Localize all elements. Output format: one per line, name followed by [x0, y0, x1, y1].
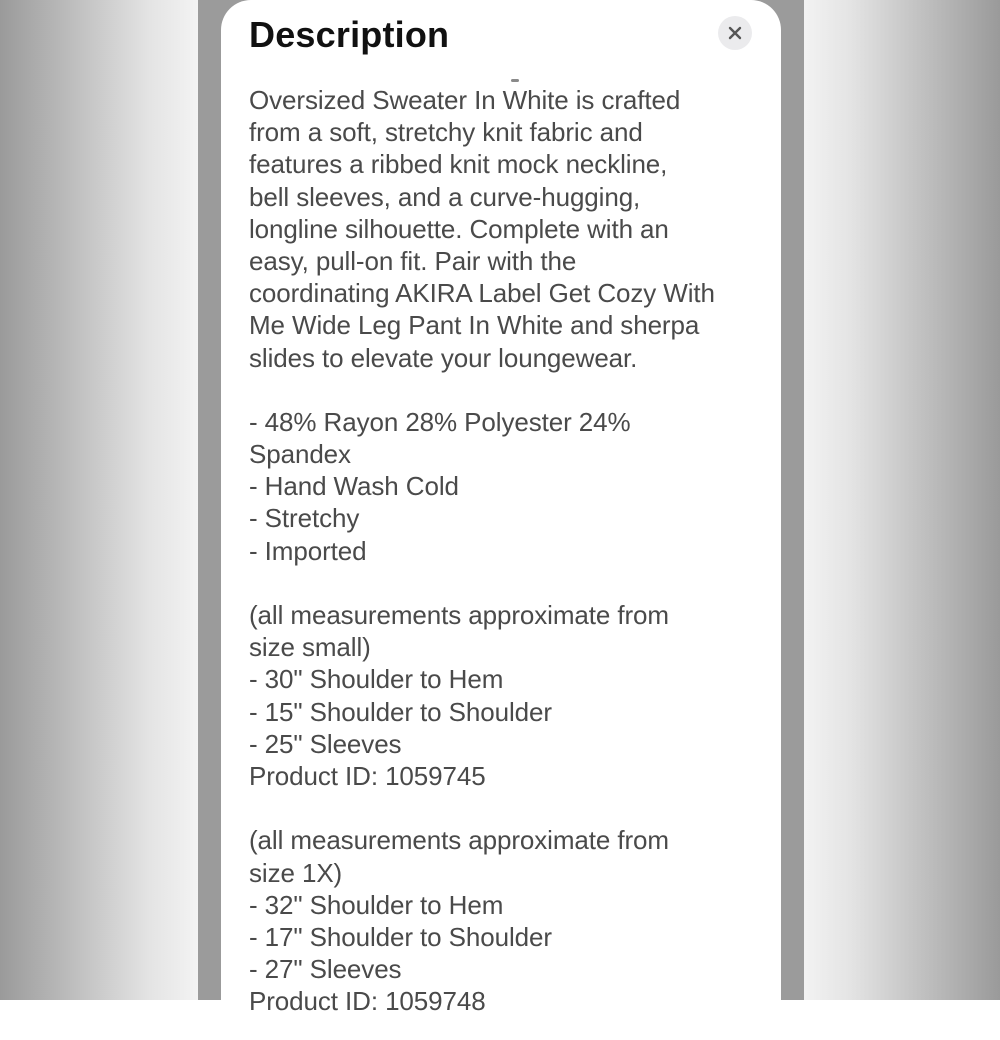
description-line: - 30" Shoulder to Hem [249, 664, 504, 695]
description-line: Spandex [249, 439, 351, 470]
close-icon [728, 26, 742, 40]
description-line: Product ID: 1059748 [249, 986, 486, 1017]
sheet-title: Description [249, 14, 450, 55]
scrolled-text-remnant [249, 68, 769, 84]
description-line: features a ribbed knit mock neckline, [249, 149, 668, 180]
description-line: size small) [249, 632, 371, 663]
blank-line [249, 792, 769, 824]
description-line: coordinating AKIRA Label Get Cozy With [249, 278, 715, 309]
description-line: - 48% Rayon 28% Polyester 24% [249, 406, 631, 437]
description-sheet [221, 0, 781, 1040]
description-line: - 15" Shoulder to Shoulder [249, 696, 552, 727]
description-line: size 1X) [249, 857, 343, 888]
description-line: - 27" Sleeves [249, 954, 402, 985]
description-line: - 25" Sleeves [249, 728, 402, 759]
description-line: - 17" Shoulder to Shoulder [249, 921, 552, 952]
description-text [249, 68, 769, 1017]
blank-line [249, 567, 769, 599]
description-line: - Imported [249, 535, 367, 566]
description-line: from a soft, stretchy knit fabric and [249, 117, 643, 148]
description-line: (all measurements approximate from [249, 825, 669, 856]
description-line: - 32" Shoulder to Hem [249, 889, 504, 920]
description-line: - Hand Wash Cold [249, 471, 459, 502]
description-line: slides to elevate your loungewear. [249, 342, 638, 373]
blank-line [249, 374, 769, 406]
description-line: easy, pull-on fit. Pair with the [249, 245, 577, 276]
description-line: bell sleeves, and a curve-hugging, [249, 181, 641, 212]
close-button[interactable] [718, 16, 752, 50]
description-line: (all measurements approximate from [249, 600, 669, 630]
description-line: longline silhouette. Complete with an [249, 213, 669, 244]
description-line: Me Wide Leg Pant In White and sherpa [249, 310, 700, 341]
description-line: - Stretchy [249, 503, 360, 534]
description-line: Product ID: 1059745 [249, 760, 486, 791]
description-line: Oversized Sweater In White is crafted [249, 85, 681, 115]
